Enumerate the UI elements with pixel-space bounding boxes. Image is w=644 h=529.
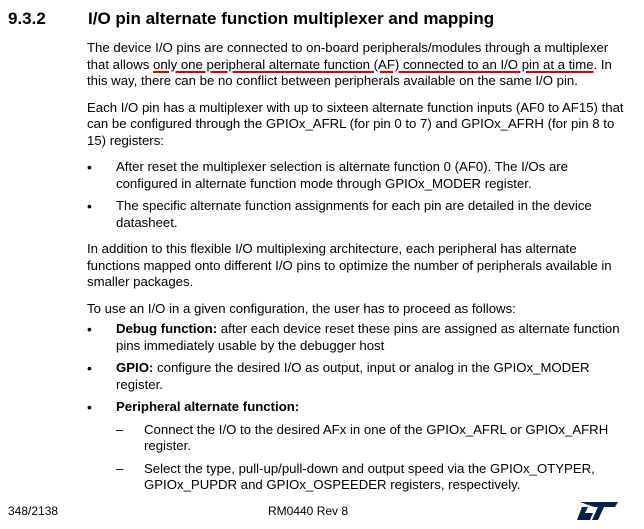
highlighted-text: only one peripheral alternate function (AF) connected to an I/O pin at a time: [152, 56, 594, 72]
page-footer: [0, 500, 644, 524]
list-item-term: Debug function:: [116, 321, 218, 336]
st-logo-icon: [576, 500, 620, 522]
paragraph-intro-start: The device I/O pins are connected to on-board peripherals/modules through a multiplexer that allows: [87, 40, 609, 72]
list-item-debug: [87, 321, 627, 354]
paragraph-usage: To use an I/O in a given configuration, the user has to proceed as follows:: [87, 300, 516, 316]
list-item: • After reset the multiplexer selection is alternate function 0 (AF0). The I/Os are configured in alternate function mode through GPIOx_MODER register.: [87, 159, 627, 192]
page-number: 348/2138: [8, 504, 59, 518]
paragraph-intro: [87, 40, 627, 90]
section-heading: [8, 9, 494, 29]
paragraph-intro-end: . In this way, there can be no conflict between peripherals available on the same I/O pin.: [87, 56, 612, 88]
list-item: • The specific alternate function assignments for each pin are detailed in the device datasheet.: [87, 198, 627, 231]
section-number: 9.3.2: [8, 9, 46, 28]
bullet-list-multiplexer: [87, 159, 627, 231]
paragraph-architecture: In addition to this flexible I/O multiplexing architecture, each peripheral has alternate functions mapped onto different I/O pins to optimize the number of peripherals available in smaller packages.: [87, 241, 612, 289]
list-item-term: Peripheral alternate function:: [116, 399, 300, 414]
sub-list-item: – Connect the I/O to the desired AFx in one of the GPIOx_AFRL or GPIOx_AFRH register.: [116, 422, 627, 455]
list-item-gpio: [87, 360, 627, 393]
section-title: I/O pin alternate function multiplexer and mapping: [88, 9, 495, 28]
sub-list-item: – Select the type, pull-up/pull-down and output speed via the GPIOx_OTYPER, GPIOx_PUPDR and GPIOx_OSPEEDER registers, respectively.: [116, 461, 627, 494]
list-item-text: configure the desired I/O as output, input or analog in the GPIOx_MODER register.: [116, 360, 590, 392]
bullet-list-configuration: [87, 321, 627, 494]
document-revision: RM0440 Rev 8: [268, 504, 349, 518]
paragraph-multiplexer: Each I/O pin has a multiplexer with up to sixteen alternate function inputs (AF0 to AF15) that can be configured through the GPIOx_AFRL (for pin 0 to 7) and GPIOx_AFRH (for pin 8 to 15) registers:: [87, 99, 624, 148]
list-item-peripheral: [87, 399, 627, 494]
list-item-text: after each device reset these pins are assigned as alternate function pins immediately usable by the debugger host: [116, 321, 620, 353]
section-body: [87, 40, 627, 504]
sub-list: [116, 422, 627, 494]
list-item-term: GPIO:: [116, 360, 154, 375]
